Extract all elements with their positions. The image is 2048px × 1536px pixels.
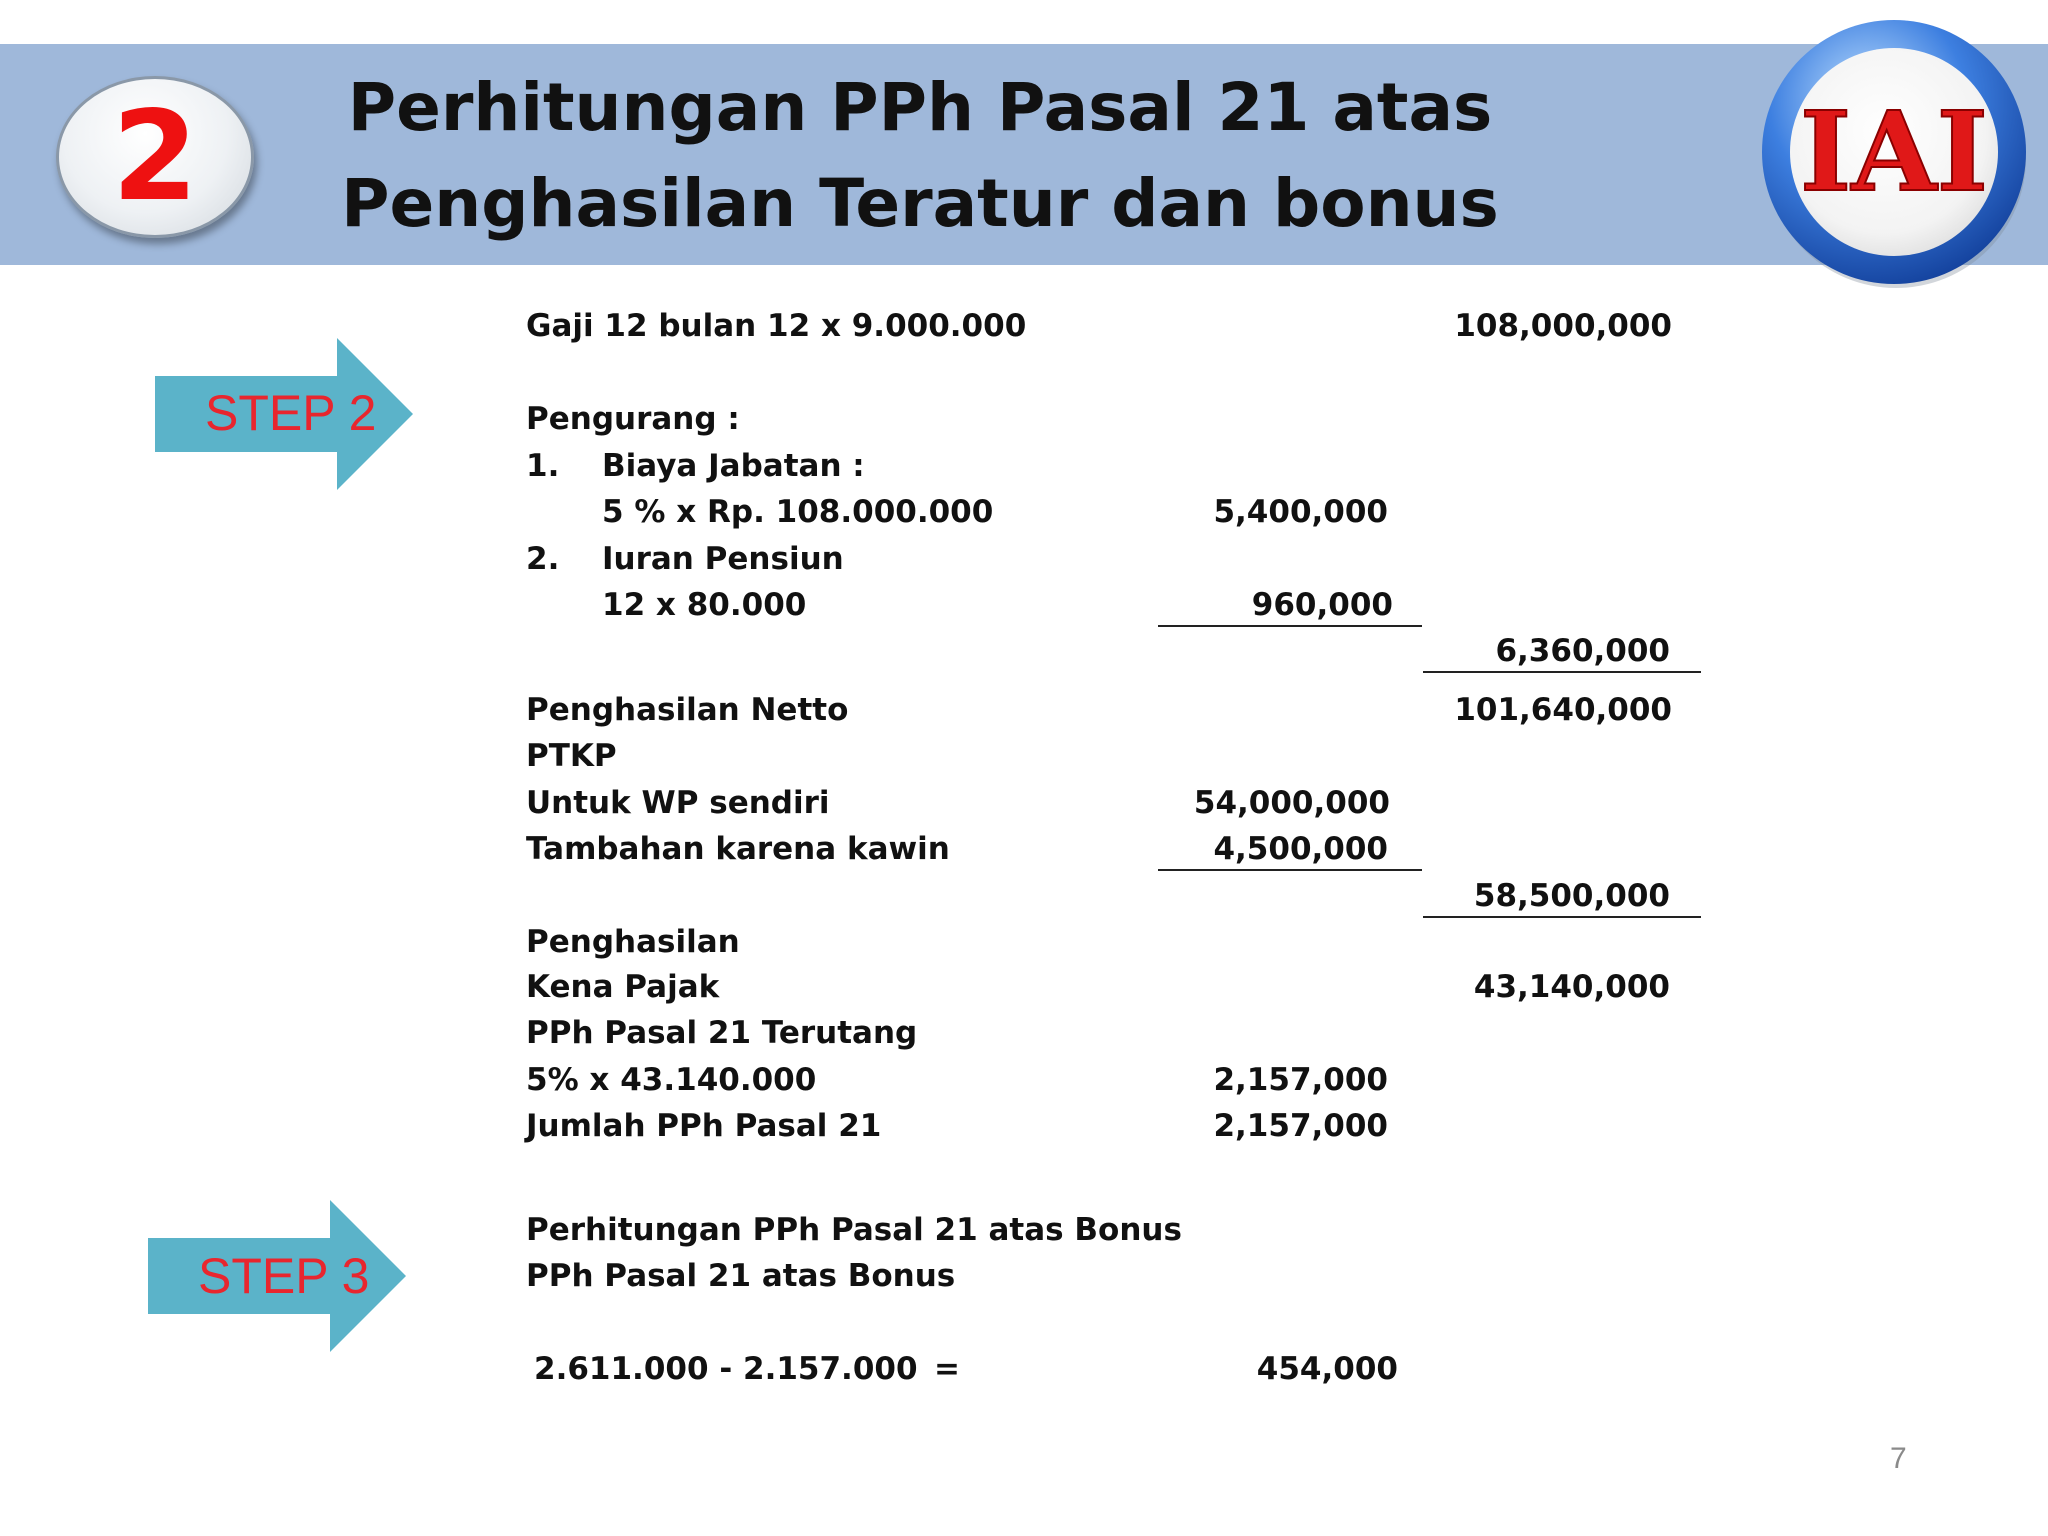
item-2-value: 960,000: [1251, 587, 1393, 623]
item-1-detail: 5 % x Rp. 108.000.000: [602, 494, 994, 530]
pengurang-label: Pengurang :: [526, 401, 740, 437]
bonus-subheading: PPh Pasal 21 atas Bonus: [526, 1258, 956, 1294]
step-3-label: STEP 3: [198, 1248, 370, 1304]
terutang-label: PPh Pasal 21 Terutang: [526, 1015, 918, 1051]
wp-sendiri-value: 54,000,000: [1193, 785, 1390, 821]
subtotal-rule: [1158, 869, 1422, 871]
netto-label: Penghasilan Netto: [526, 692, 849, 728]
item-2-label: Iuran Pensiun: [602, 541, 844, 577]
wp-sendiri-label: Untuk WP sendiri: [526, 785, 830, 821]
logo-text: IAI: [1799, 87, 1989, 216]
gaji-label: Gaji 12 bulan 12 x 9.000.000: [526, 308, 1027, 344]
pkp-label-line-1: Penghasilan: [526, 924, 740, 960]
slide-number: 2: [111, 85, 199, 229]
bonus-result: 454,000: [1256, 1351, 1398, 1387]
terutang-detail: 5% x 43.140.000: [526, 1062, 817, 1098]
pkp-label-line-2: Kena Pajak: [526, 969, 720, 1005]
gaji-value: 108,000,000: [1454, 308, 1672, 344]
item-1-value: 5,400,000: [1213, 494, 1388, 530]
kawin-label: Tambahan karena kawin: [526, 831, 950, 867]
jumlah-label: Jumlah PPh Pasal 21: [526, 1108, 882, 1144]
item-2-number: 2.: [526, 541, 560, 577]
pkp-value: 43,140,000: [1473, 969, 1670, 1005]
step-2-label: STEP 2: [205, 385, 377, 441]
pengurang-total: 6,360,000: [1495, 633, 1670, 669]
ptkp-total: 58,500,000: [1473, 878, 1670, 914]
title-line-1: Perhitungan PPh Pasal 21 atas: [347, 69, 1493, 146]
total-rule: [1423, 671, 1701, 673]
item-1-number: 1.: [526, 448, 560, 484]
item-2-detail: 12 x 80.000: [602, 587, 807, 623]
title-line-2: Penghasilan Teratur dan bonus: [341, 165, 1499, 242]
terutang-value: 2,157,000: [1213, 1062, 1388, 1098]
bonus-formula: 2.611.000 - 2.157.000: [534, 1351, 918, 1387]
ptkp-label: PTKP: [526, 738, 617, 774]
jumlah-value: 2,157,000: [1213, 1108, 1388, 1144]
subtotal-rule: [1158, 625, 1422, 627]
item-1-label: Biaya Jabatan :: [602, 448, 865, 484]
kawin-value: 4,500,000: [1213, 831, 1388, 867]
bonus-equals: =: [934, 1351, 960, 1387]
bonus-heading: Perhitungan PPh Pasal 21 atas Bonus: [526, 1212, 1182, 1248]
total-rule: [1423, 916, 1701, 918]
page-number: 7: [1890, 1442, 1907, 1475]
netto-value: 101,640,000: [1454, 692, 1672, 728]
